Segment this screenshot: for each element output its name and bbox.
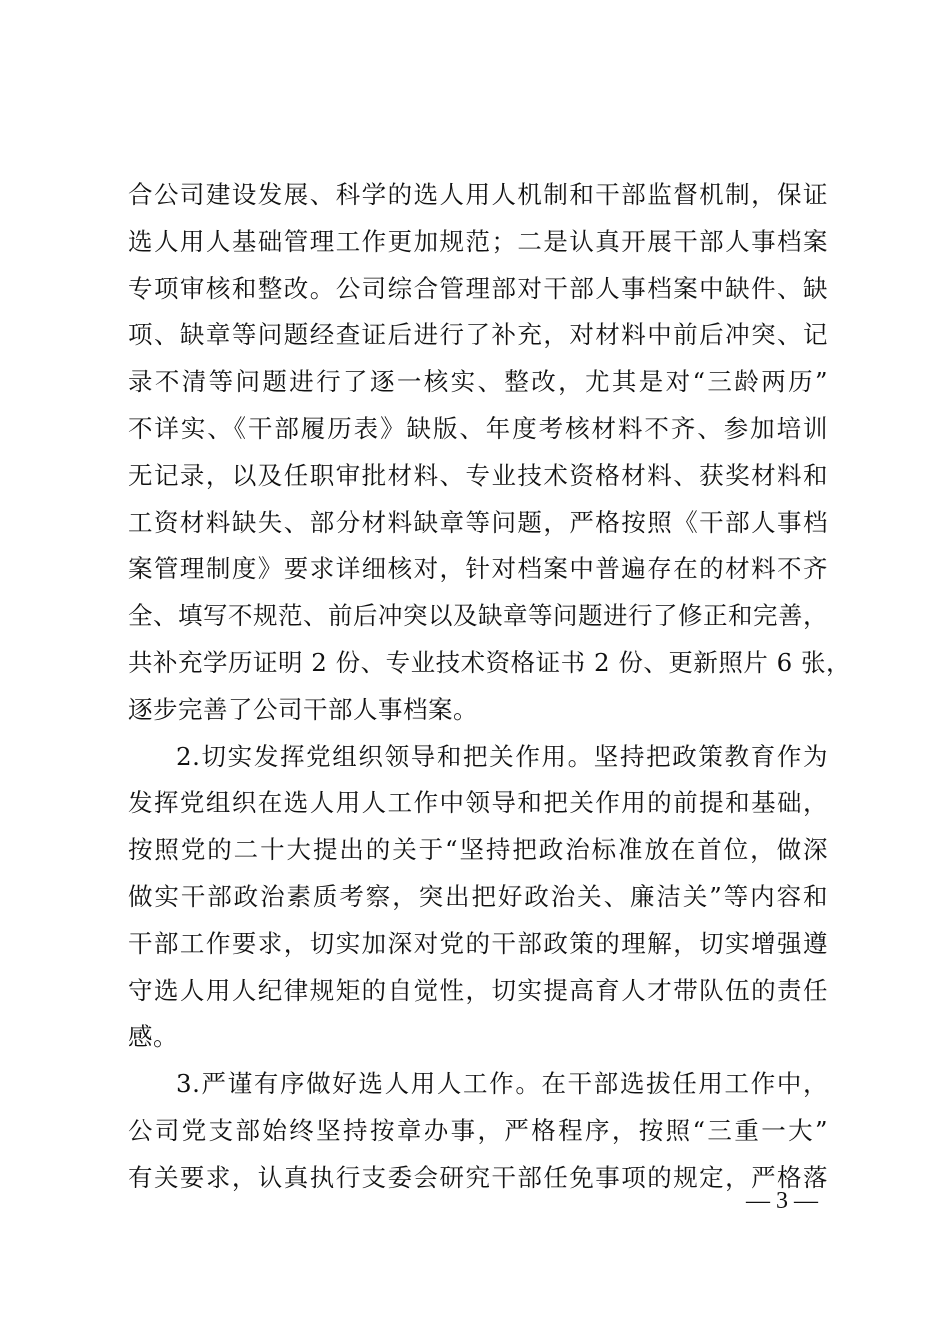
- text-line: 做实干部政治素质考察，突出把好政治关、廉洁关”等内容和: [128, 881, 828, 911]
- text-line: 选人用人基础管理工作更加规范；二是认真开展干部人事档案: [128, 226, 828, 256]
- text-line: 2.切实发挥党组织领导和把关作用。坚持把政策教育作为: [176, 741, 828, 771]
- page-number: — 3 —: [746, 1188, 818, 1214]
- paragraph-1: [128, 172, 851, 734]
- text-line: 项、缺章等问题经查证后进行了补充，对材料中前后冲突、记: [128, 320, 828, 350]
- text-line: 逐步完善了公司干部人事档案。: [128, 694, 478, 724]
- text-line: 干部工作要求，切实加深对党的干部政策的理解，切实增强遵: [128, 928, 828, 958]
- text-line: 感。: [128, 1022, 178, 1052]
- text-line: 无记录，以及任职审批材料、专业技术资格材料、获奖材料和: [128, 460, 828, 490]
- text-line: 按照党的二十大提出的关于“坚持把政治标准放在首位，做深: [128, 835, 828, 865]
- text-line: 工资材料缺失、部分材料缺章等问题，严格按照《干部人事档: [128, 507, 828, 537]
- text-line: 有关要求，认真执行支委会研究干部任免事项的规定，严格落: [128, 1162, 828, 1192]
- paragraph-2: [128, 734, 828, 1062]
- text-line: 不详实、《干部履历表》缺版、年度考核材料不齐、参加培训: [128, 413, 828, 443]
- paragraph-3: [128, 1061, 828, 1201]
- text-line: 专项审核和整改。公司综合管理部对干部人事档案中缺件、缺: [128, 273, 828, 303]
- text-line: 全、填写不规范、前后冲突以及缺章等问题进行了修正和完善，: [128, 601, 828, 631]
- text-line: 公司党支部始终坚持按章办事，严格程序，按照“三重一大”: [128, 1115, 828, 1145]
- text-line: 录不清等问题进行了逐一核实、整改，尤其是对“三龄两历”: [128, 367, 828, 397]
- text-line: 发挥党组织在选人用人工作中领导和把关作用的前提和基础，: [128, 788, 828, 818]
- text-line: 案管理制度》要求详细核对，针对档案中普遍存在的材料不齐: [128, 554, 828, 584]
- text-line: 守选人用人纪律规矩的自觉性，切实提高育人才带队伍的责任: [128, 975, 828, 1005]
- text-line: 共补充学历证明 2 份、专业技术资格证书 2 份、更新照片 6 张，: [128, 647, 851, 677]
- text-line: 3.严谨有序做好选人用人工作。在干部选拔任用工作中，: [176, 1069, 828, 1099]
- text-line: 合公司建设发展、科学的选人用人机制和干部监督机制，保证: [128, 180, 828, 209]
- body-text: [128, 172, 851, 1202]
